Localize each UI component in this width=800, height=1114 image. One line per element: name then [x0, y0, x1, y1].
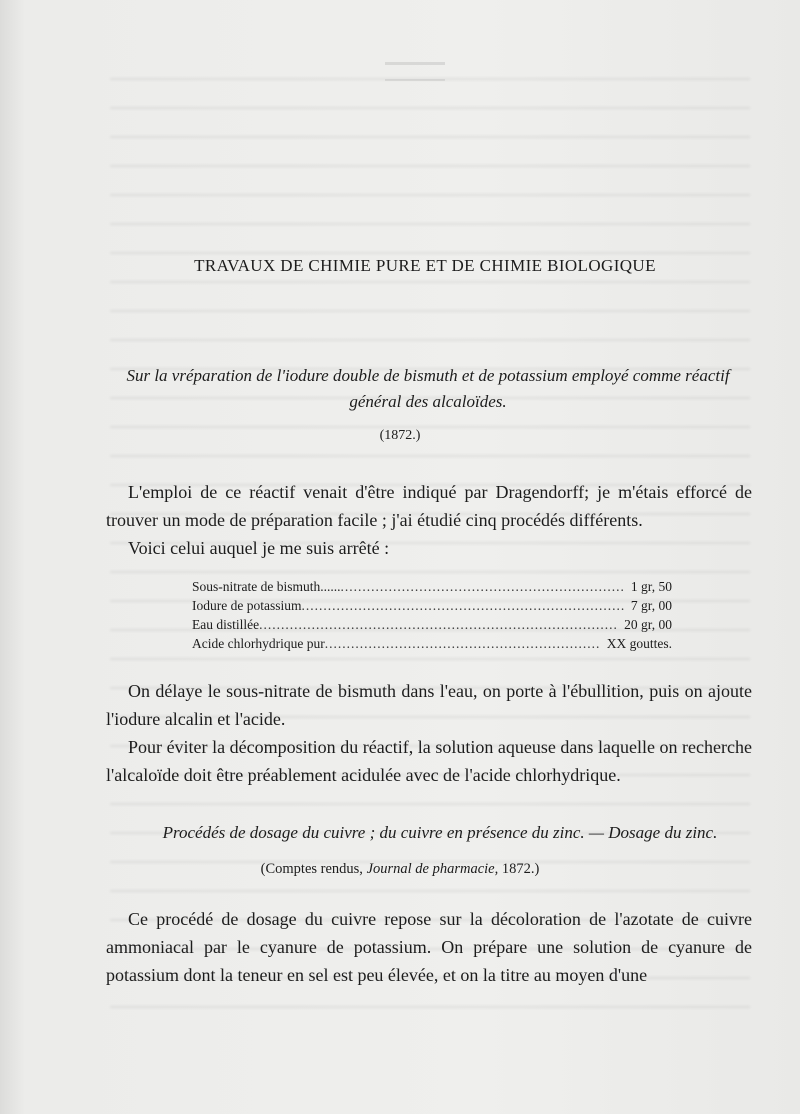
recipe-item-leader: [301, 596, 624, 615]
recipe-item-qty: XX gouttes.: [606, 636, 672, 651]
recipe-item-leader: [341, 577, 625, 596]
article1-paragraph1b-text: Voici celui auquel je me suis arrêté :: [128, 538, 390, 558]
article1-paragraph2: On délaye le sous-nitrate de bismuth dans l'eau, on porte à l'ébullition, puis on ajoute l'iodure alcalin et l'acide.: [106, 681, 752, 729]
recipe-item-leader: [259, 615, 618, 634]
recipe-item-qty: 1 gr, 50: [630, 579, 672, 594]
article1-paragraph1: [106, 478, 752, 562]
recipe-item-name: Acide chlorhydrique pur: [192, 636, 325, 651]
section-heading: TRAVAUX DE CHIMIE PURE ET DE CHIMIE BIOLOGIQUE: [194, 256, 656, 275]
recipe-item-qty: 20 gr, 00: [624, 617, 672, 632]
recipe-item: [192, 596, 672, 615]
article2-title: Procédés de dosage du cuivre ; du cuivre en présence du zinc. — Dosage du zinc.: [162, 823, 718, 842]
recipe-item-name: Iodure de potassium: [192, 598, 302, 613]
article2-ref-prefix: (Comptes rendus,: [260, 861, 363, 877]
article1-year: (1872.): [379, 428, 421, 443]
article2-ref-journal: Journal de pharmacie,: [366, 861, 499, 877]
recipe-list: [192, 577, 672, 653]
recipe-item-name: Eau distillée: [192, 617, 260, 632]
article2-paragraph1: Ce procédé de dosage du cuivre repose sur la décoloration de l'azotate de cuivre ammoniacal par le cyanure de potassium. On prépare une solution de cyanure de potassium dont la teneur en sel est peu élevée, et on la titre au moyen d'une: [106, 909, 752, 985]
article2-ref-suffix: 1872.): [501, 861, 540, 877]
recipe-item: [192, 577, 672, 596]
faded-page-header-mark: [385, 62, 445, 81]
recipe-item: [192, 615, 672, 634]
recipe-item-qty: 7 gr, 00: [630, 598, 672, 613]
article1-title: Sur la vréparation de l'iodure double de bismuth et de potassium employé comme réactif général des alcaloïdes.: [126, 366, 730, 411]
recipe-item-leader: [325, 634, 601, 653]
article2-reference: [0, 861, 800, 878]
article1-paragraph1-text: L'emploi de ce réactif venait d'être indiqué par Dragendorff; je m'étais efforcé de trouver un mode de préparation facile ; j'ai étudié cinq procédés différents.: [106, 482, 752, 530]
recipe-item: [192, 634, 672, 653]
article1-paragraph3: Pour éviter la décomposition du réactif, la solution aqueuse dans laquelle on recherche l'alcaloïde doit être préablement acidulée avec de l'acide chlorhydrique.: [106, 737, 752, 785]
recipe-item-name: Sous-nitrate de bismuth......: [192, 579, 341, 594]
